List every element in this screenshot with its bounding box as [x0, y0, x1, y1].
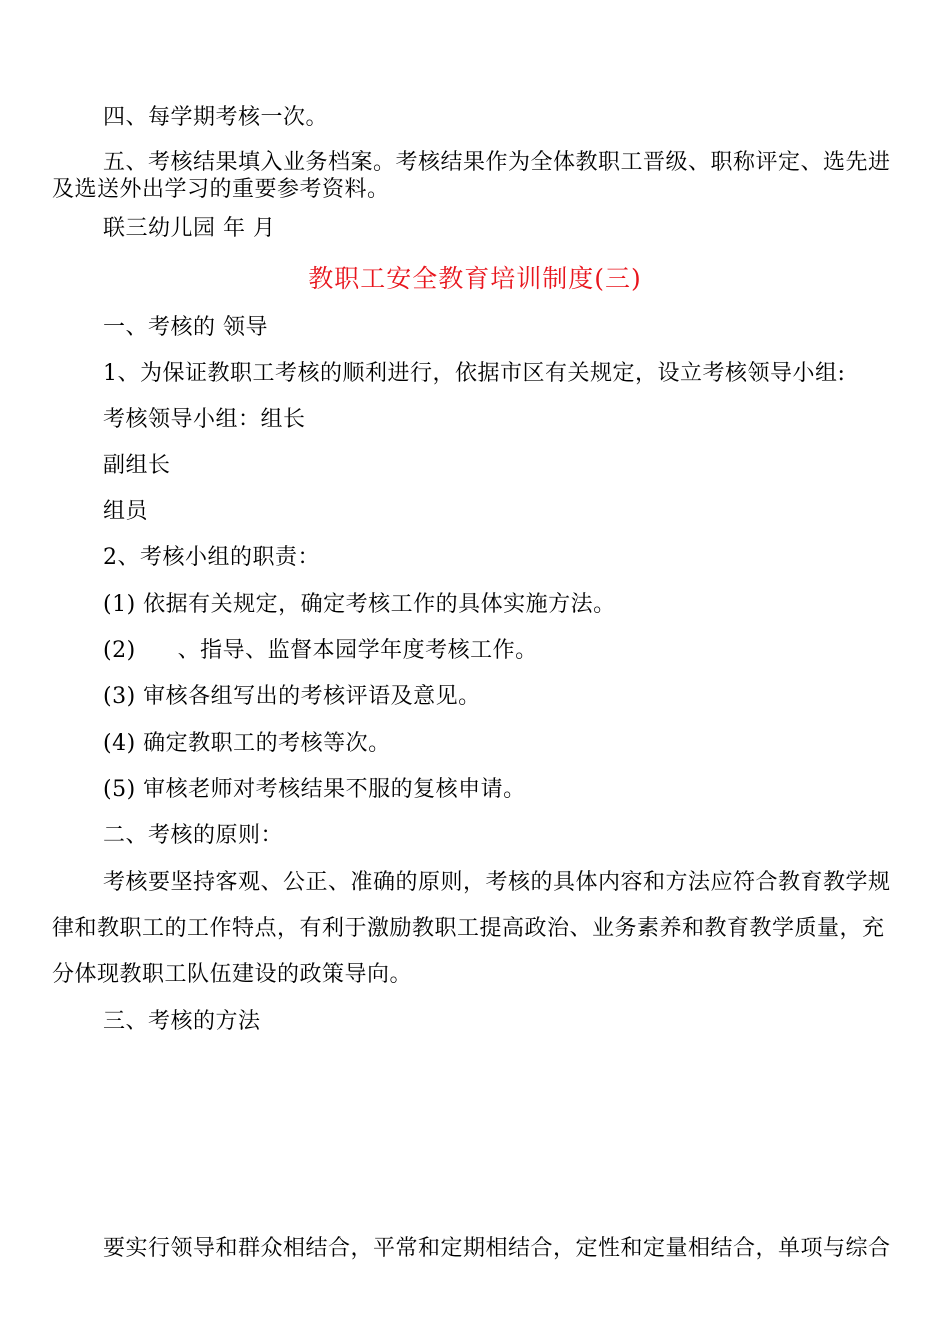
leader-line: 考核领导小组：组长	[103, 407, 306, 432]
signature-line: 联三幼儿园 年 月	[103, 216, 276, 241]
section-2-body-line-3: 分体现教职工队伍建设的政策导向。	[52, 962, 413, 987]
section-2-body-line-2: 律和教职工的工作特点，有利于激励教职工提高政治、业务素养和教育教学质量，充	[52, 916, 885, 941]
members-line: 组员	[103, 499, 149, 524]
item-4: 四、每学期考核一次。	[103, 105, 329, 130]
vice-leader-line: 副组长	[103, 453, 171, 478]
duty-2-number: (2)	[103, 638, 136, 663]
section-3-heading: 三、考核的方法	[103, 1009, 261, 1034]
section-1-item-2: 2、考核小组的职责：	[103, 545, 320, 570]
duty-5: (5) 审核老师对考核结果不服的复核申请。	[103, 777, 526, 802]
duty-2	[103, 638, 538, 664]
section-2-body-line-1: 考核要坚持客观、公正、准确的原则，考核的具体内容和方法应符合教育教学规	[103, 870, 891, 895]
item-5-line-1: 五、考核结果填入业务档案。考核结果作为全体教职工晋级、职称评定、选先进	[103, 150, 891, 175]
duty-2-text: 、指导、监督本园学年度考核工作。	[177, 638, 538, 663]
item-5-line-2: 及选送外出学习的重要参考资料。	[52, 177, 390, 202]
section-3-body-line-1: 要实行领导和群众相结合，平常和定期相结合，定性和定量相结合，单项与综合	[103, 1236, 891, 1261]
duty-4: (4) 确定教职工的考核等次。	[103, 731, 391, 756]
section-1-heading: 一、考核的 领导	[103, 315, 268, 340]
duty-1: (1) 依据有关规定，确定考核工作的具体实施方法。	[103, 592, 616, 617]
document-title: 教职工安全教育培训制度(三)	[308, 264, 642, 293]
duty-3: (3) 审核各组写出的考核评语及意见。	[103, 684, 481, 709]
section-1-item-1: 1、为保证教职工考核的顺利进行，依据市区有关规定，设立考核领导小组:	[103, 361, 846, 386]
section-2-heading: 二、考核的原则：	[103, 823, 284, 848]
